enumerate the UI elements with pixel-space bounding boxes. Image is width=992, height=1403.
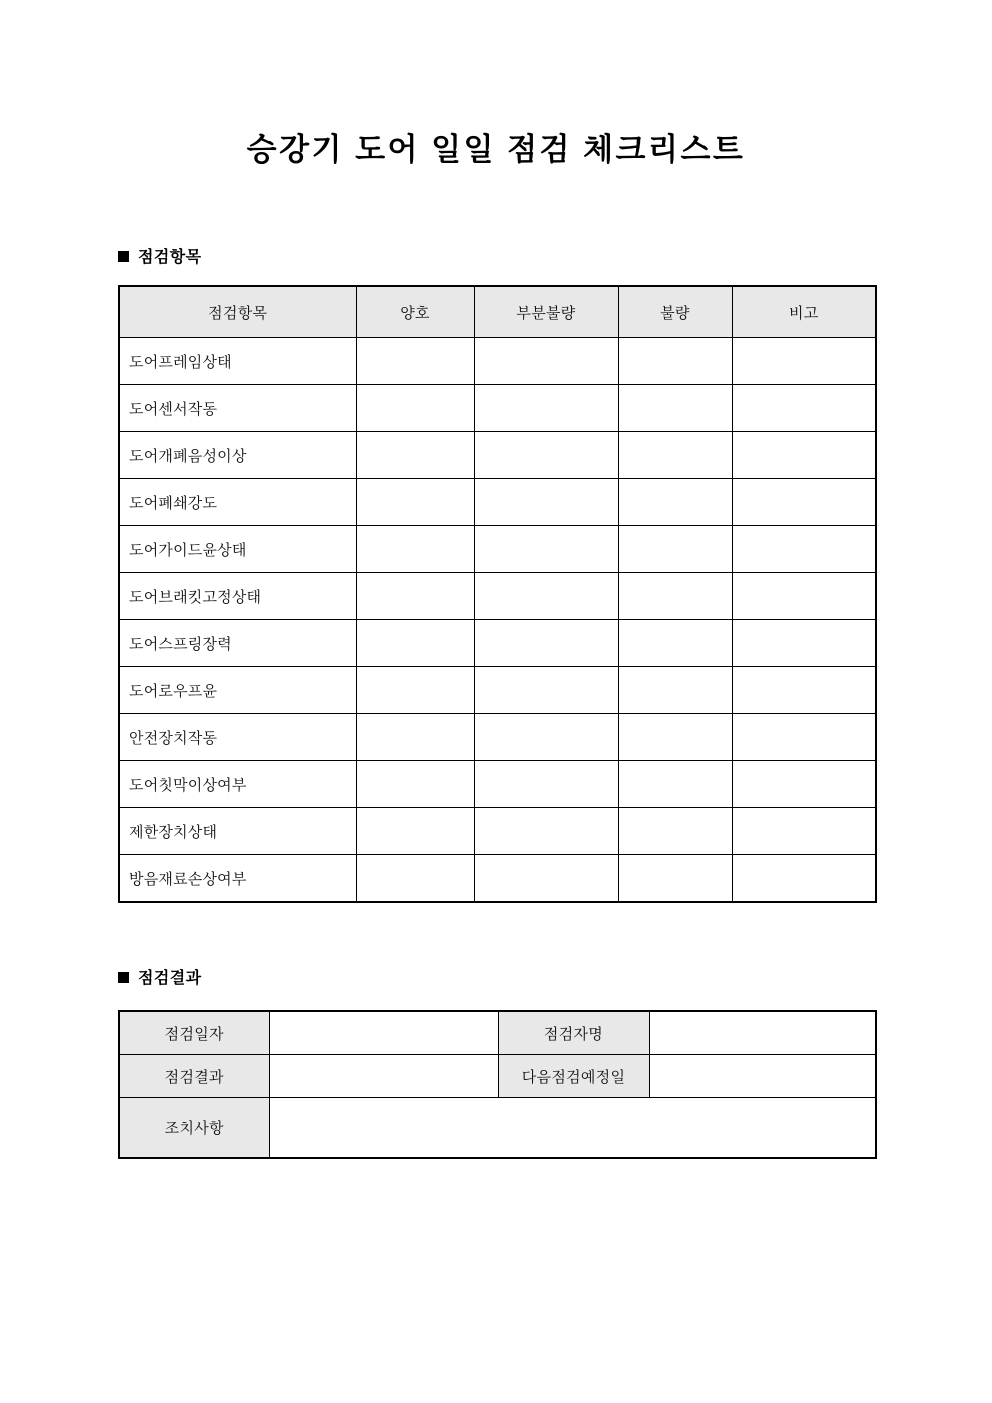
table-row [119, 808, 876, 855]
label-inspection-result: 점검결과 [119, 1055, 269, 1098]
table-header-row [119, 286, 876, 338]
label-inspector-name: 점검자명 [498, 1011, 649, 1055]
cell-item-name: 제한장치상태 [119, 808, 356, 855]
inspection-results-table [118, 1010, 877, 1159]
cell-partial[interactable] [474, 855, 618, 903]
cell-defect[interactable] [618, 338, 732, 385]
cell-item-name: 도어폐쇄강도 [119, 479, 356, 526]
cell-good[interactable] [356, 714, 474, 761]
cell-good[interactable] [356, 385, 474, 432]
cell-defect[interactable] [618, 385, 732, 432]
table-row [119, 432, 876, 479]
cell-partial[interactable] [474, 479, 618, 526]
cell-defect[interactable] [618, 620, 732, 667]
cell-note[interactable] [732, 479, 876, 526]
cell-defect[interactable] [618, 432, 732, 479]
column-header-note: 비고 [732, 286, 876, 338]
cell-note[interactable] [732, 808, 876, 855]
section-heading-inspection-items [118, 247, 201, 269]
table-row [119, 761, 876, 808]
cell-item-name: 도어브래킷고정상태 [119, 573, 356, 620]
cell-partial[interactable] [474, 808, 618, 855]
cell-defect[interactable] [618, 714, 732, 761]
cell-defect[interactable] [618, 761, 732, 808]
cell-partial[interactable] [474, 573, 618, 620]
cell-good[interactable] [356, 432, 474, 479]
cell-item-name: 도어칫막이상여부 [119, 761, 356, 808]
section-heading-label: 점검결과 [138, 970, 202, 987]
value-inspection-result[interactable] [269, 1055, 498, 1098]
cell-item-name: 안전장치작동 [119, 714, 356, 761]
cell-note[interactable] [732, 338, 876, 385]
cell-item-name: 도어로우프윤 [119, 667, 356, 714]
column-header-partial: 부분불량 [474, 286, 618, 338]
cell-defect[interactable] [618, 479, 732, 526]
value-action-items[interactable] [269, 1098, 876, 1159]
table-row [119, 573, 876, 620]
value-inspector-name[interactable] [649, 1011, 876, 1055]
column-header-item: 점검항목 [119, 286, 356, 338]
cell-defect[interactable] [618, 855, 732, 903]
cell-note[interactable] [732, 855, 876, 903]
cell-note[interactable] [732, 385, 876, 432]
cell-note[interactable] [732, 761, 876, 808]
table-row [119, 338, 876, 385]
cell-item-name: 방음재료손상여부 [119, 855, 356, 903]
cell-partial[interactable] [474, 385, 618, 432]
cell-partial[interactable] [474, 714, 618, 761]
cell-note[interactable] [732, 432, 876, 479]
cell-note[interactable] [732, 526, 876, 573]
cell-item-name: 도어프레임상태 [119, 338, 356, 385]
cell-partial[interactable] [474, 620, 618, 667]
cell-partial[interactable] [474, 526, 618, 573]
cell-good[interactable] [356, 479, 474, 526]
section-heading-inspection-results [118, 968, 201, 990]
cell-partial[interactable] [474, 432, 618, 479]
label-next-inspection-date: 다음점검예정일 [498, 1055, 649, 1098]
table-row [119, 667, 876, 714]
cell-good[interactable] [356, 338, 474, 385]
value-inspection-date[interactable] [269, 1011, 498, 1055]
cell-defect[interactable] [618, 573, 732, 620]
section-heading-label: 점검항목 [138, 249, 202, 266]
label-inspection-date: 점검일자 [119, 1011, 269, 1055]
cell-good[interactable] [356, 761, 474, 808]
cell-item-name: 도어센서작동 [119, 385, 356, 432]
value-next-inspection-date[interactable] [649, 1055, 876, 1098]
table-row [119, 714, 876, 761]
inspection-items-table [118, 285, 877, 903]
cell-good[interactable] [356, 855, 474, 903]
cell-good[interactable] [356, 667, 474, 714]
column-header-defect: 불량 [618, 286, 732, 338]
cell-good[interactable] [356, 808, 474, 855]
cell-partial[interactable] [474, 667, 618, 714]
table-row [119, 526, 876, 573]
cell-good[interactable] [356, 526, 474, 573]
cell-item-name: 도어개폐음성이상 [119, 432, 356, 479]
cell-good[interactable] [356, 573, 474, 620]
cell-defect[interactable] [618, 808, 732, 855]
results-row-action [119, 1098, 876, 1159]
square-bullet-icon [118, 251, 129, 262]
cell-defect[interactable] [618, 667, 732, 714]
cell-partial[interactable] [474, 338, 618, 385]
table-row [119, 479, 876, 526]
cell-partial[interactable] [474, 761, 618, 808]
cell-note[interactable] [732, 620, 876, 667]
column-header-good: 양호 [356, 286, 474, 338]
table-row [119, 855, 876, 903]
table-row [119, 385, 876, 432]
results-row-date [119, 1011, 876, 1055]
cell-good[interactable] [356, 620, 474, 667]
results-row-result [119, 1055, 876, 1098]
cell-note[interactable] [732, 714, 876, 761]
cell-item-name: 도어스프링장력 [119, 620, 356, 667]
cell-defect[interactable] [618, 526, 732, 573]
cell-note[interactable] [732, 667, 876, 714]
square-bullet-icon [118, 972, 129, 983]
cell-item-name: 도어가이드윤상태 [119, 526, 356, 573]
table-row [119, 620, 876, 667]
cell-note[interactable] [732, 573, 876, 620]
page-title: 승강기 도어 일일 점검 체크리스트 [246, 132, 746, 167]
label-action-items: 조치사항 [119, 1098, 269, 1159]
